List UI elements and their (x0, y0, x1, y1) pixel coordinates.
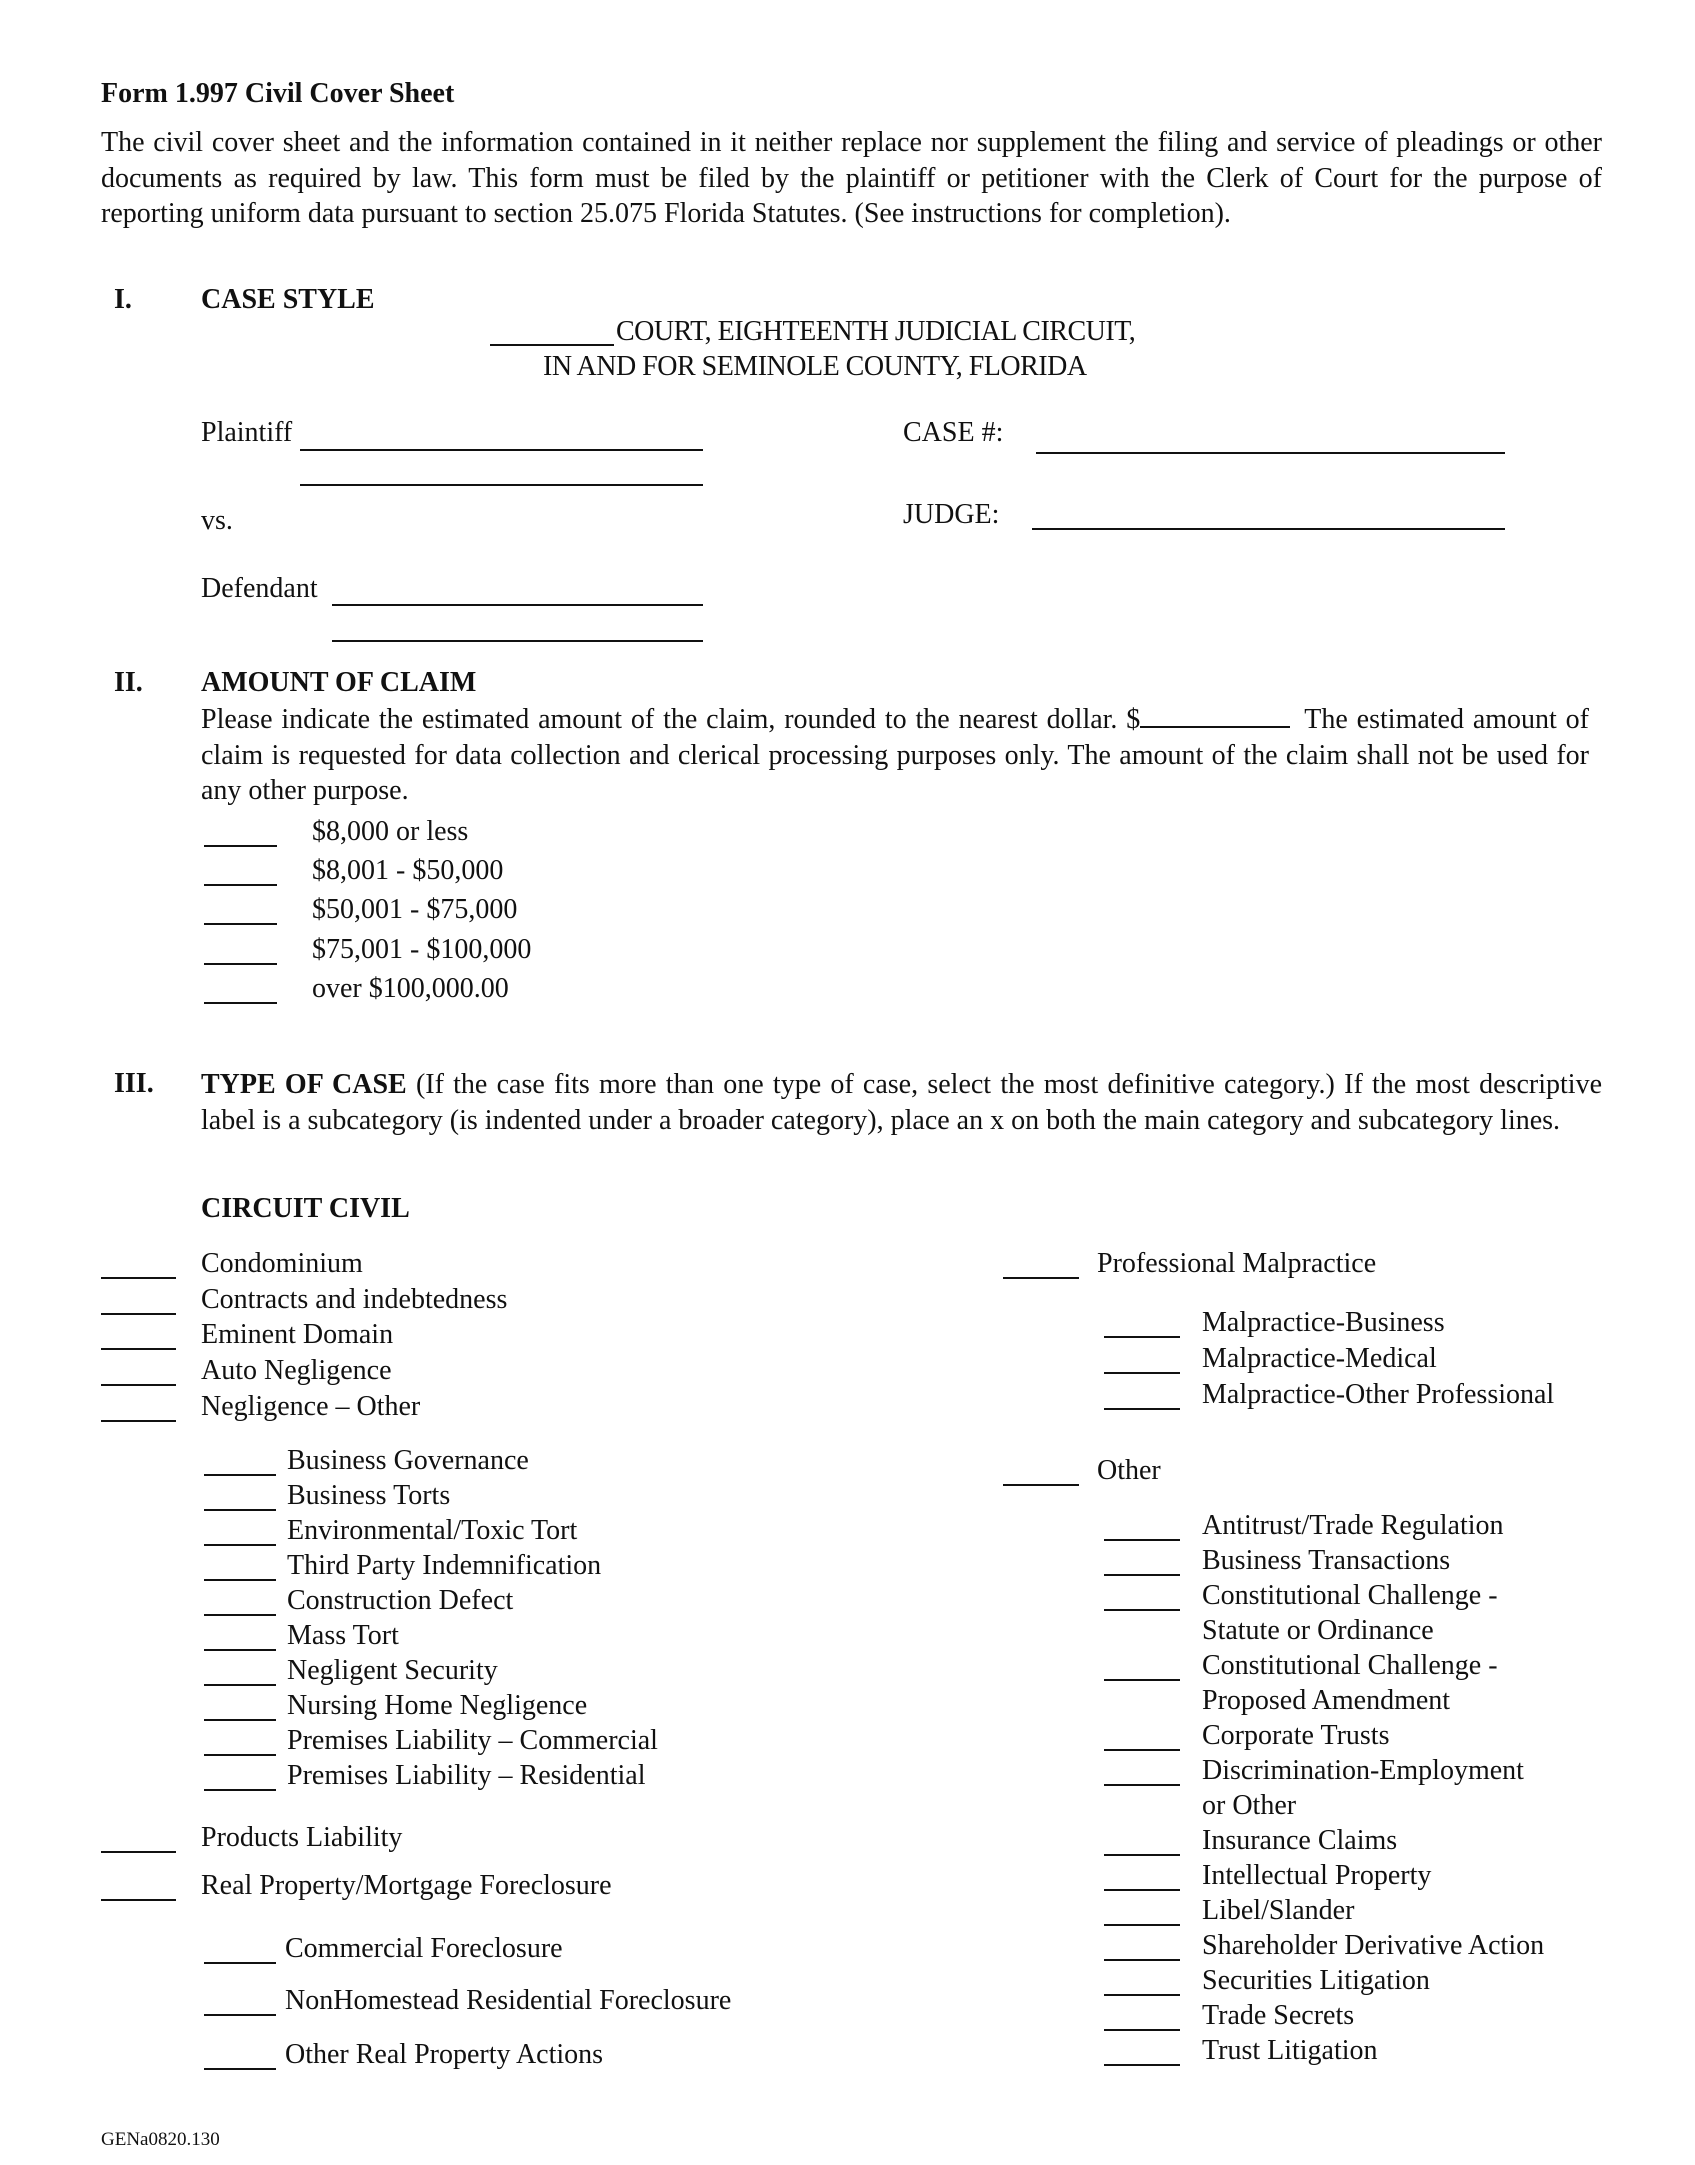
malpractice-sub-0-label: Malpractice-Business (1202, 1307, 1445, 1338)
amount-paragraph (201, 702, 1589, 809)
claim-range-1-checkbox-line[interactable] (204, 884, 277, 886)
negligence-sub-9-label: Premises Liability – Residential (287, 1760, 646, 1791)
real-property-sub-0-label: Commercial Foreclosure (285, 1933, 563, 1964)
other-sub-3-label-cont: Proposed Amendment (1202, 1685, 1451, 1716)
other-sub-10-label: Securities Litigation (1202, 1965, 1430, 1996)
other-sub-2-checkbox-line[interactable] (1104, 1609, 1180, 1611)
other-sub-9-label: Shareholder Derivative Action (1202, 1930, 1545, 1961)
real-property-label: Real Property/Mortgage Foreclosure (201, 1870, 612, 1901)
section-1-heading: CASE STYLE (201, 284, 375, 315)
other-sub-5-label-cont: or Other (1202, 1790, 1297, 1821)
negligence-sub-8-label: Premises Liability – Commercial (287, 1725, 658, 1756)
case-number-field[interactable] (1036, 452, 1505, 454)
section-3-heading: TYPE OF CASE (201, 1069, 407, 1100)
malpractice-sub-2-label: Malpractice-Other Professional (1202, 1379, 1555, 1410)
negligence-sub-7-label: Nursing Home Negligence (287, 1690, 588, 1721)
section-2-numeral: II. (114, 667, 143, 698)
other-sub-5-checkbox-line[interactable] (1104, 1784, 1180, 1786)
section-2-heading: AMOUNT OF CLAIM (201, 667, 477, 698)
vs-label: vs. (201, 505, 233, 536)
footer-form-code: GENa0820.130 (101, 2129, 220, 2150)
intro-paragraph: The civil cover sheet and the information contained in it neither replace nor supplement the filing and service of pleadings or other documents as required by law. This form must be filed by the plaintiff or petitioner with the Clerk of Court for the purpose of reporting uniform data pursuant to section 25.075 Florida Statutes. (See instructions for completion). (101, 127, 1602, 229)
professional-malpractice-label: Professional Malpractice (1097, 1248, 1377, 1279)
other-sub-3-label: Constitutional Challenge - (1202, 1650, 1498, 1681)
real-property-sub-1-checkbox-line[interactable] (204, 2014, 276, 2016)
defendant-label: Defendant (201, 573, 318, 604)
section-1-numeral: I. (114, 284, 132, 315)
other-sub-10-checkbox-line[interactable] (1104, 1994, 1180, 1996)
circuit-civil-heading: CIRCUIT CIVIL (201, 1193, 410, 1224)
claim-range-0-checkbox-line[interactable] (204, 845, 277, 847)
defendant-field-2[interactable] (332, 640, 703, 642)
court-line-1: COURT, EIGHTEENTH JUDICIAL CIRCUIT, (616, 316, 1136, 347)
other-sub-7-label: Intellectual Property (1202, 1860, 1432, 1891)
other-sub-3-checkbox-line[interactable] (1104, 1679, 1180, 1681)
negligence-sub-3-checkbox-line[interactable] (204, 1579, 276, 1581)
defendant-field-1[interactable] (332, 604, 703, 606)
claim-range-3-checkbox-line[interactable] (204, 963, 277, 965)
other-checkbox-line[interactable] (1003, 1484, 1079, 1486)
other-sub-5-label: Discrimination-Employment (1202, 1755, 1524, 1786)
case-number-label: CASE #: (903, 417, 1004, 448)
other-sub-4-checkbox-line[interactable] (1104, 1749, 1180, 1751)
other-sub-7-checkbox-line[interactable] (1104, 1889, 1180, 1891)
real-property-sub-2-label: Other Real Property Actions (285, 2039, 604, 2070)
negligence-sub-4-label: Construction Defect (287, 1585, 514, 1616)
other-sub-12-label: Trust Litigation (1202, 2035, 1378, 2066)
negligence-sub-6-checkbox-line[interactable] (204, 1684, 276, 1686)
amount-text-after: The estimated amount of claim is requested for data collection and clerical processing purposes only. The amount of the claim shall not be used for any other purpose. (201, 704, 1590, 806)
negligence-sub-2-checkbox-line[interactable] (204, 1544, 276, 1546)
case-type-4-label: Negligence – Other (201, 1390, 421, 1422)
form-title: Form 1.997 Civil Cover Sheet (101, 78, 455, 109)
real-property-sub-0-checkbox-line[interactable] (204, 1962, 276, 1964)
case-type-0-label: Condominium (201, 1248, 363, 1279)
other-sub-8-checkbox-line[interactable] (1104, 1924, 1180, 1926)
case-type-1-checkbox-line[interactable] (101, 1313, 176, 1315)
negligence-sub-5-checkbox-line[interactable] (204, 1649, 276, 1651)
other-sub-11-label: Trade Secrets (1202, 2000, 1355, 2031)
claim-range-3-label: $75,001 - $100,000 (312, 933, 532, 965)
negligence-sub-0-checkbox-line[interactable] (204, 1474, 276, 1476)
other-sub-8-label: Libel/Slander (1202, 1895, 1355, 1926)
other-sub-2-label: Constitutional Challenge - (1202, 1580, 1498, 1611)
other-sub-1-label: Business Transactions (1202, 1545, 1451, 1576)
negligence-sub-8-checkbox-line[interactable] (204, 1754, 276, 1756)
other-sub-6-label: Insurance Claims (1202, 1825, 1398, 1856)
negligence-sub-2-label: Environmental/Toxic Tort (287, 1515, 578, 1546)
judge-label: JUDGE: (903, 499, 1000, 530)
negligence-sub-1-checkbox-line[interactable] (204, 1509, 276, 1511)
other-sub-4-label: Corporate Trusts (1202, 1720, 1390, 1751)
judge-field[interactable] (1032, 528, 1505, 530)
type-of-case-instructions: (If the case fits more than one type of case, select the most definitive category.) If the most descriptive label is a subcategory (is indented under a broader category), place an x on both the main category and subcategory lines. (201, 1069, 1602, 1136)
type-of-case-paragraph (201, 1067, 1602, 1138)
products-liability-checkbox-line[interactable] (101, 1851, 176, 1853)
negligence-sub-7-checkbox-line[interactable] (204, 1719, 276, 1721)
section-3-numeral: III. (114, 1068, 154, 1099)
negligence-sub-9-checkbox-line[interactable] (204, 1789, 276, 1791)
case-type-0-checkbox-line[interactable] (101, 1277, 176, 1279)
plaintiff-field-1[interactable] (300, 449, 703, 451)
claim-range-1-label: $8,001 - $50,000 (312, 855, 504, 887)
case-type-3-checkbox-line[interactable] (101, 1384, 176, 1386)
negligence-sub-5-label: Mass Tort (287, 1620, 399, 1651)
malpractice-sub-1-checkbox-line[interactable] (1104, 1372, 1180, 1374)
court-type-blank[interactable] (490, 344, 614, 346)
other-label: Other (1097, 1455, 1161, 1486)
real-property-sub-1-label: NonHomestead Residential Foreclosure (285, 1985, 732, 2016)
plaintiff-label: Plaintiff (201, 417, 293, 448)
other-sub-11-checkbox-line[interactable] (1104, 2029, 1180, 2031)
negligence-sub-4-checkbox-line[interactable] (204, 1614, 276, 1616)
claim-range-2-label: $50,001 - $75,000 (312, 894, 518, 926)
other-sub-12-checkbox-line[interactable] (1104, 2064, 1180, 2066)
case-type-2-label: Eminent Domain (201, 1319, 394, 1351)
negligence-sub-0-label: Business Governance (287, 1445, 529, 1476)
amount-field[interactable] (1140, 704, 1290, 728)
products-liability-label: Products Liability (201, 1822, 403, 1853)
claim-range-0-label: $8,000 or less (312, 816, 469, 847)
claim-range-4-label: over $100,000.00 (312, 972, 509, 1004)
other-sub-0-label: Antitrust/Trade Regulation (1202, 1510, 1504, 1541)
malpractice-sub-0-checkbox-line[interactable] (1104, 1336, 1180, 1338)
court-line-2: IN AND FOR SEMINOLE COUNTY, FLORIDA (543, 351, 1087, 382)
other-sub-0-checkbox-line[interactable] (1104, 1539, 1180, 1541)
other-sub-6-checkbox-line[interactable] (1104, 1854, 1180, 1856)
claim-range-4-checkbox-line[interactable] (204, 1002, 277, 1004)
real-property-checkbox-line[interactable] (101, 1899, 176, 1901)
negligence-sub-1-label: Business Torts (287, 1480, 451, 1511)
plaintiff-field-2[interactable] (300, 484, 703, 486)
negligence-sub-6-label: Negligent Security (287, 1655, 498, 1686)
claim-range-2-checkbox-line[interactable] (204, 923, 277, 925)
other-sub-2-label-cont: Statute or Ordinance (1202, 1615, 1434, 1646)
case-type-2-checkbox-line[interactable] (101, 1348, 176, 1350)
amount-text-before: Please indicate the estimated amount of the claim, rounded to the nearest dollar. $ (201, 704, 1141, 735)
other-sub-1-checkbox-line[interactable] (1104, 1574, 1180, 1576)
other-sub-9-checkbox-line[interactable] (1104, 1959, 1180, 1961)
professional-malpractice-checkbox-line[interactable] (1003, 1277, 1079, 1279)
real-property-sub-2-checkbox-line[interactable] (204, 2068, 276, 2070)
case-type-3-label: Auto Negligence (201, 1355, 392, 1387)
negligence-sub-3-label: Third Party Indemnification (287, 1550, 602, 1581)
case-type-1-label: Contracts and indebtedness (201, 1283, 508, 1315)
malpractice-sub-1-label: Malpractice-Medical (1202, 1343, 1437, 1374)
malpractice-sub-2-checkbox-line[interactable] (1104, 1408, 1180, 1410)
case-type-4-checkbox-line[interactable] (101, 1420, 176, 1422)
